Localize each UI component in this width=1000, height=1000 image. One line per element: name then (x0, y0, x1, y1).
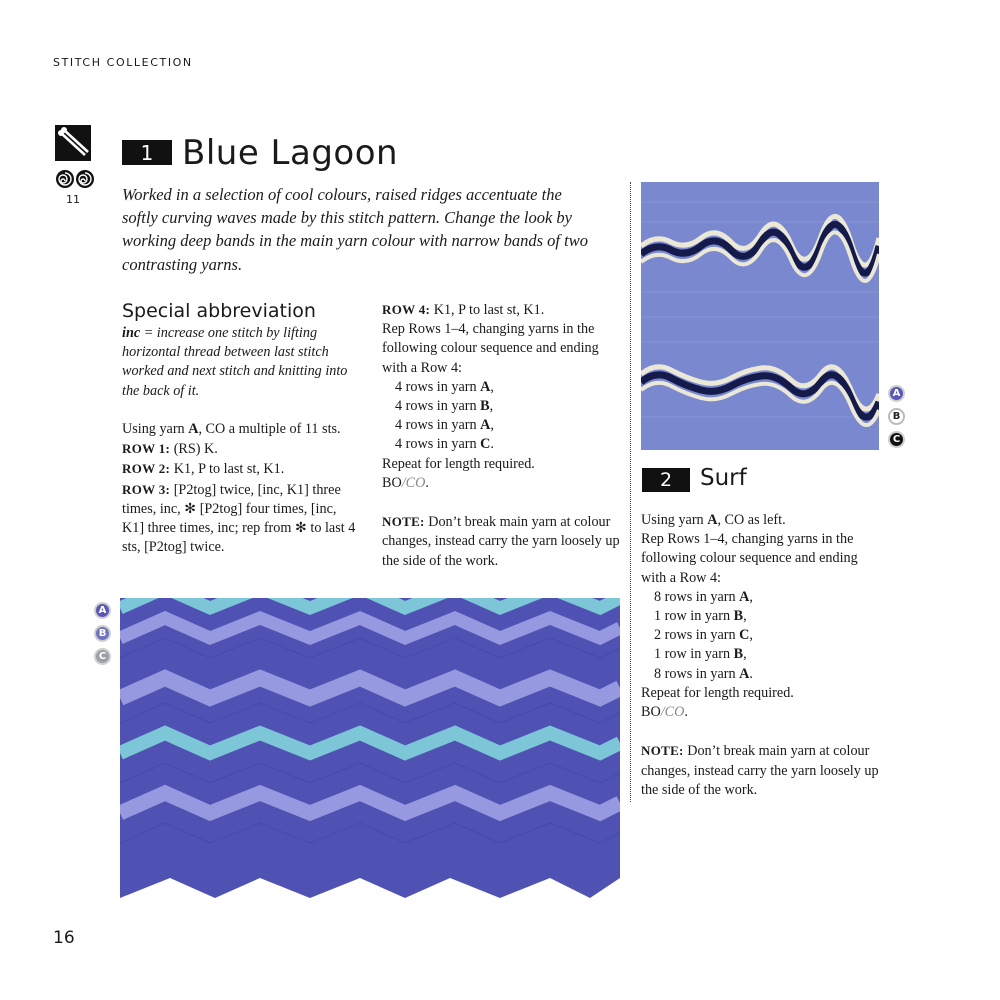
setup-line: Using yarn A, CO as left. (641, 512, 786, 528)
abbreviation-term: inc (122, 325, 141, 341)
yarn-badge-c: C (94, 648, 111, 665)
pattern2-instructions (641, 511, 881, 800)
running-head: STITCH COLLECTION (53, 56, 193, 69)
note: NOTE: Don’t break main yarn at colour changes, instead carry the yarn loosely up the side of the work. (641, 743, 879, 798)
sequence-item: 1 row in yarn B, (654, 646, 747, 663)
repeat-length: Repeat for length required. (641, 684, 794, 701)
bind-off: BO/CO. (382, 474, 429, 491)
sequence-item: 4 rows in yarn A, (395, 417, 494, 434)
yarn-badge-c: C (888, 431, 905, 448)
surf-swatch-image (641, 182, 879, 450)
sequence-item: 4 rows in yarn A, (395, 378, 494, 395)
yarn-badge-b: B (888, 408, 905, 425)
pattern-number-2: 2 (642, 468, 690, 492)
repeat-instructions: Rep Rows 1–4, changing yarns in the following colour sequence and ending with a Row 4: (641, 531, 858, 586)
note: NOTE: Don’t break main yarn at colour changes, instead carry the yarn loosely up the side of the work. (382, 514, 620, 569)
sequence-item: 4 rows in yarn C. (395, 436, 494, 453)
special-abbreviation-heading: Special abbreviation (122, 300, 316, 322)
pattern-title-2: Surf (700, 465, 747, 491)
page-number: 16 (53, 928, 75, 948)
pattern-title-1: Blue Lagoon (182, 133, 399, 173)
repeat-length: Repeat for length required. (382, 455, 535, 472)
row-1: ROW 1: (RS) K. (122, 441, 218, 458)
column-divider (630, 182, 631, 802)
abbreviation-definition: inc = increase one stitch by lifting horizontal thread between last stitch worked and next stitch and knitting into the back of it. (122, 325, 348, 399)
yarn-ball-icon (55, 168, 95, 190)
sequence-item: 8 rows in yarn A, (654, 588, 753, 605)
pattern1-instructions-right (382, 300, 622, 571)
setup-line: Using yarn A, CO a multiple of 11 sts. (122, 421, 341, 437)
sequence-item: 2 rows in yarn C, (654, 627, 753, 644)
bind-off: BO/CO. (641, 704, 688, 721)
row-4: ROW 4: K1, P to last st, K1. (382, 302, 545, 318)
yarn-badge-a: A (888, 385, 905, 402)
sequence-item: 8 rows in yarn A. (654, 665, 753, 682)
yarn-badge-a: A (94, 602, 111, 619)
row-3: ROW 3: [P2tog] twice, [inc, K1] three times, inc, ✻ [P2tog] four times, [inc, K1] three times, inc; rep from ✻ to last 4 sts, [P2tog] twice. (122, 481, 356, 556)
blue-lagoon-swatch-image (120, 598, 620, 918)
pattern-number-1: 1 (122, 140, 172, 165)
repeat-instructions: Rep Rows 1–4, changing yarns in the following colour sequence and ending with a Row 4: (382, 321, 599, 376)
sequence-item: 1 row in yarn B, (654, 608, 747, 625)
knitting-needles-icon (55, 125, 91, 161)
pattern-intro: Worked in a selection of cool colours, raised ridges accentuate the softly curving waves made by this stitch pattern. Change the look by working deep bands in the main yarn colour with narrow bands of two contrasting yarns. (122, 185, 588, 274)
row-2: ROW 2: K1, P to last st, K1. (122, 461, 285, 478)
yarn-weight: 11 (66, 193, 80, 206)
yarn-badge-b: B (94, 625, 111, 642)
pattern1-instructions-left (122, 300, 362, 557)
sequence-item: 4 rows in yarn B, (395, 398, 494, 415)
